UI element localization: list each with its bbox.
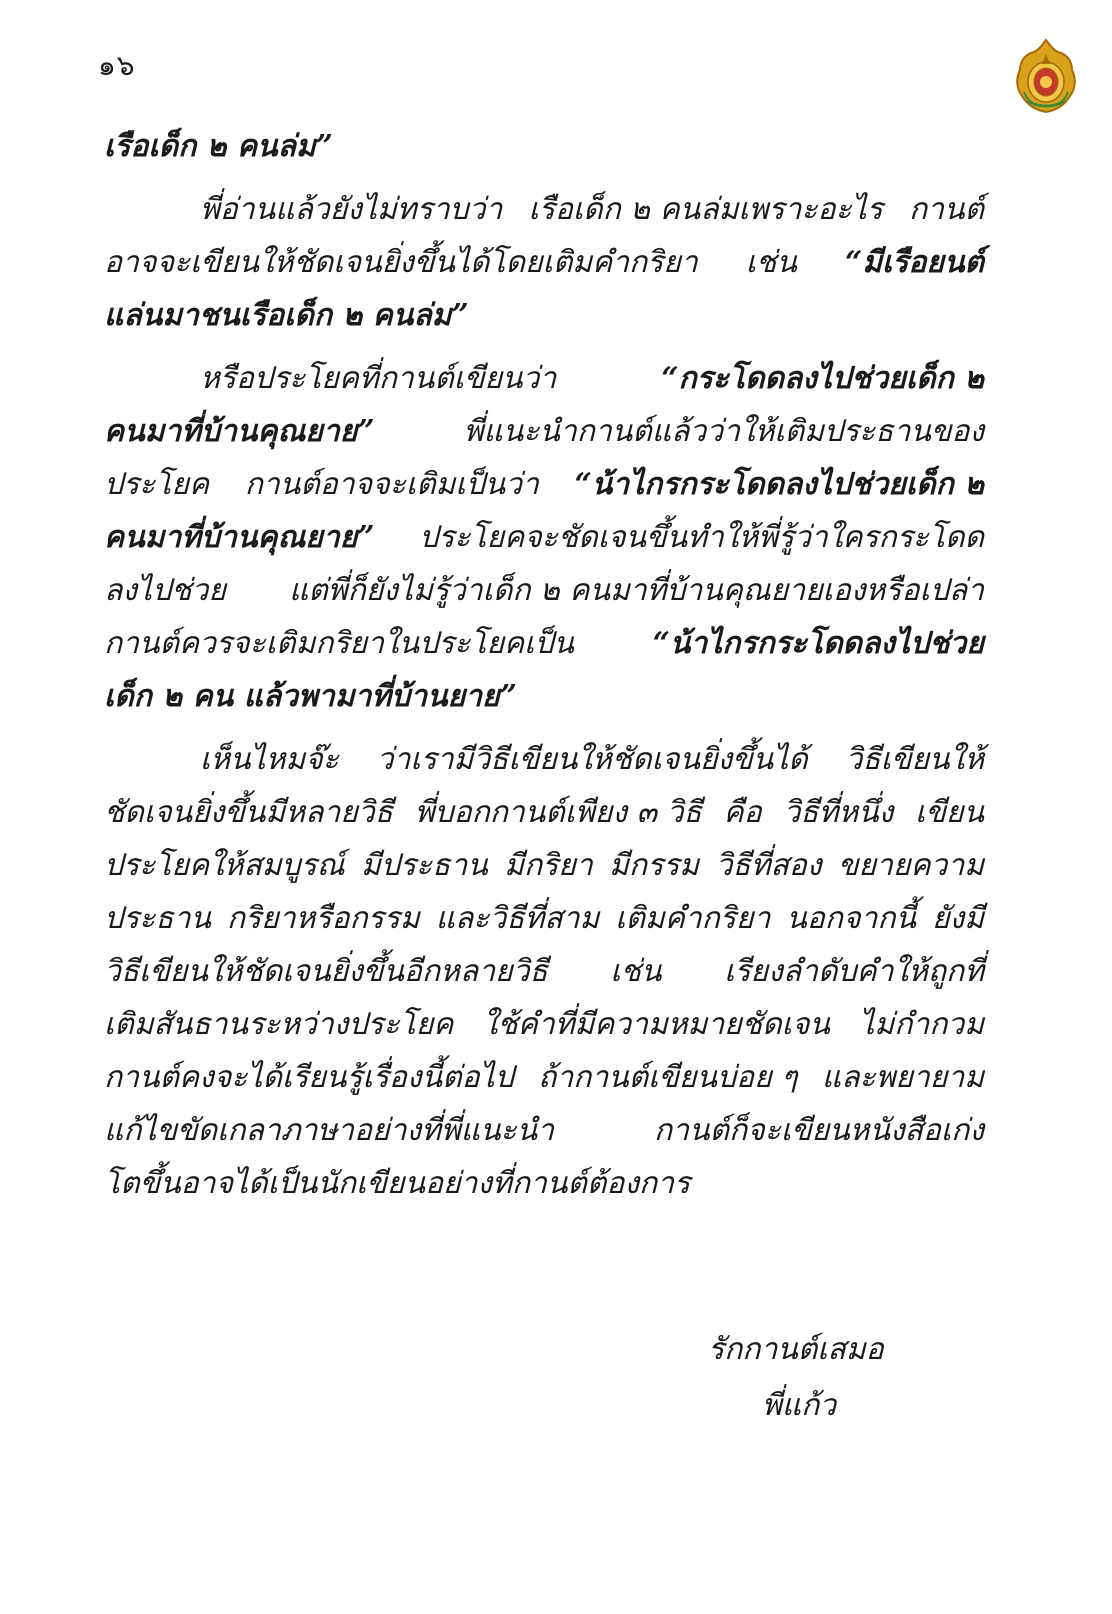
text-segment: และวิธีที่สาม <box>435 901 600 936</box>
text-segment: ประโยคจะชัดเจนขึ้นทำให้พี่รู้ว่าใครกระโดด <box>419 520 984 555</box>
text-segment: แต่พี่ก็ยังไม่รู้ว่าเด็ก ๒ คนมาที่บ้านคุณยายเองหรือเปล่า <box>288 573 984 608</box>
letter-body <box>104 120 984 1210</box>
text-segment: กานต์ควรจะเติมกริยาในประโยคเป็น <box>104 626 574 661</box>
text-segment: มีกริยา <box>504 848 593 883</box>
text-line <box>104 120 984 173</box>
text-line <box>104 670 984 723</box>
text-line <box>104 183 984 236</box>
text-segment: ยังมี <box>931 901 984 936</box>
example-sentence: “กระโดดลงไปช่วยเด็ก ๒ <box>661 361 984 396</box>
text-segment: วิธีเขียนให้ชัดเจนยิ่งขึ้นอีกหลายวิธี <box>104 954 548 989</box>
text-segment: เช่น <box>610 954 662 989</box>
text-segment: เห็นไหมจ๊ะ <box>200 742 339 777</box>
text-segment: อาจจะเขียนให้ชัดเจนยิ่งขึ้นได้โดยเติมคำกริยา <box>104 245 698 280</box>
text-line <box>104 998 984 1051</box>
example-sentence: คนมาที่บ้านคุณยาย” <box>104 520 375 555</box>
text-line <box>104 945 984 998</box>
text-segment: เรียงลำดับคำให้ถูกที่ <box>724 954 984 989</box>
text-line <box>104 405 984 458</box>
text-segment: หรือประโยคที่กานต์เขียนว่า <box>200 361 557 396</box>
text-segment: เช่น <box>745 245 797 280</box>
text-segment: ประธาน <box>104 901 211 936</box>
example-sentence: “น้าไกรกระโดดลงไปช่วย <box>652 626 984 661</box>
example-sentence: “มีเรือยนต์ <box>845 245 984 280</box>
text-segment: วิธีที่สอง <box>715 848 822 883</box>
text-segment: กานต์อาจจะเติมเป็นว่า <box>244 467 539 502</box>
example-sentence: แล่นมาชนเรือเด็ก ๒ คนล่ม” <box>104 298 469 333</box>
closing-phrase: รักกานต์เสมอ <box>708 1332 884 1367</box>
text-segment: กานต์ก็จะเขียนหนังสือเก่ง <box>653 1113 984 1148</box>
text-segment: เรือเด็ก ๒ คนล่มเพราะอะไร <box>528 192 883 227</box>
text-segment: นอกจากนี้ <box>786 901 917 936</box>
text-line <box>104 564 984 617</box>
example-sentence: “น้าไกรกระโดดลงไปช่วยเด็ก ๒ <box>574 467 984 502</box>
text-segment: ลงไปช่วย <box>104 573 226 608</box>
page-number: ๑๖ <box>98 49 136 82</box>
text-line <box>104 511 984 564</box>
signature-block <box>708 1322 884 1434</box>
text-segment: ถ้ากานต์เขียนบ่อย ๆ <box>538 1060 798 1095</box>
text-line <box>104 892 984 945</box>
text-segment: ไม่กำกวม <box>859 1007 984 1042</box>
text-line <box>104 617 984 670</box>
signer-name: พี่แก้ว <box>762 1388 837 1423</box>
text-segment: ว่าเรามีวิธีเขียนให้ชัดเจนยิ่งขึ้นได้ <box>376 742 808 777</box>
text-segment: เติมคำกริยา <box>615 901 771 936</box>
text-segment: เขียน <box>915 795 984 830</box>
text-segment: กริยาหรือกรรม <box>226 901 420 936</box>
text-segment: วิธีที่หนึ่ง <box>783 795 894 830</box>
text-segment: ใช้คำที่มีความหมายชัดเจน <box>482 1007 830 1042</box>
text-line <box>104 1104 984 1157</box>
text-segment: ประโยค <box>104 467 210 502</box>
ministry-emblem-icon <box>1014 38 1078 114</box>
text-segment: แก้ไขขัดเกลาภาษาอย่างที่พี่แนะนำ <box>104 1113 554 1148</box>
text-line <box>104 733 984 786</box>
quoted-sentence-end: เรือเด็ก ๒ คนล่ม” <box>104 129 333 164</box>
text-segment: คือ <box>723 795 762 830</box>
text-segment: ชัดเจนยิ่งขึ้นมีหลายวิธี <box>104 795 393 830</box>
example-sentence: เด็ก ๒ คน แล้วพามาที่บ้านยาย” <box>104 679 517 714</box>
example-sentence: คนมาที่บ้านคุณยาย” <box>104 414 375 449</box>
text-segment: พี่อ่านแล้วยังไม่ทราบว่า <box>200 192 503 227</box>
text-line <box>104 1157 984 1210</box>
text-line <box>104 1051 984 1104</box>
text-segment: พี่บอกกานต์เพียง ๓ วิธี <box>414 795 702 830</box>
text-segment: และพยายาม <box>821 1060 984 1095</box>
text-line <box>104 839 984 892</box>
text-segment: ขยายความ <box>837 848 984 883</box>
text-line <box>104 236 984 289</box>
text-line <box>104 352 984 405</box>
text-segment: มีประธาน <box>361 848 488 883</box>
text-segment: มีกรรม <box>609 848 700 883</box>
text-line <box>104 289 984 342</box>
text-segment: โตขึ้นอาจได้เป็นนักเขียนอย่างที่กานต์ต้องการ <box>104 1166 691 1201</box>
text-segment: กานต์ <box>909 192 984 227</box>
text-segment: กานต์คงจะได้เรียนรู้เรื่องนี้ต่อไป <box>104 1060 514 1095</box>
text-line <box>104 458 984 511</box>
text-line <box>104 786 984 839</box>
text-segment: วิธีเขียนให้ <box>845 742 984 777</box>
text-segment: พี่แนะนำกานต์แล้วว่าให้เติมประธานของ <box>463 414 984 449</box>
text-segment: เติมสันธานระหว่างประโยค <box>104 1007 454 1042</box>
text-segment: ประโยคให้สมบูรณ์ <box>104 848 345 883</box>
